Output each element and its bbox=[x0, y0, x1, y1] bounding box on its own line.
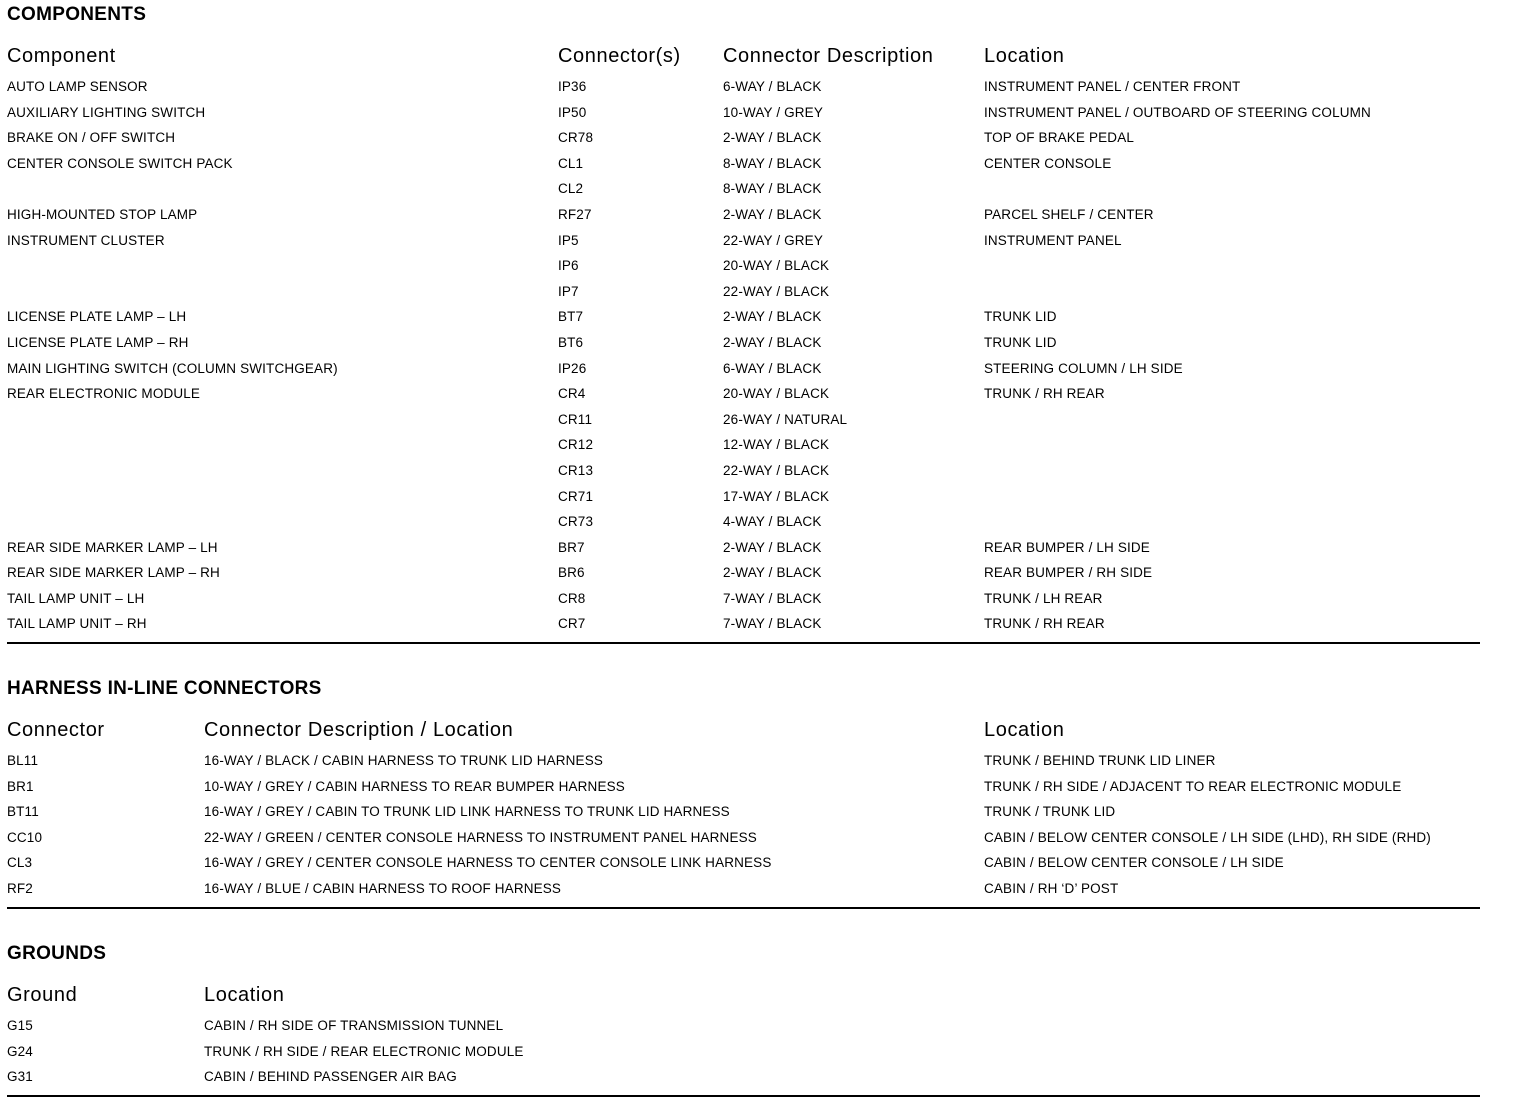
connector-description-cell: 7-WAY / BLACK bbox=[723, 590, 822, 606]
column-header-ground: Ground bbox=[7, 984, 78, 1006]
connector-cell: CR7 bbox=[558, 616, 586, 632]
connector-description-cell: 2-WAY / BLACK bbox=[723, 565, 822, 581]
component-cell: BRAKE ON / OFF SWITCH bbox=[7, 130, 176, 146]
table-row bbox=[7, 228, 1480, 254]
component-cell: REAR ELECTRONIC MODULE bbox=[7, 386, 201, 402]
location-cell: TOP OF BRAKE PEDAL bbox=[984, 130, 1135, 146]
location-cell: TRUNK LID bbox=[984, 309, 1057, 325]
table-row bbox=[7, 176, 1480, 202]
column-header-connector-description: Connector Description bbox=[723, 45, 934, 67]
connector-cell: CL1 bbox=[558, 155, 584, 171]
table-row bbox=[7, 560, 1480, 586]
connector-description-cell: 6-WAY / BLACK bbox=[723, 360, 822, 376]
component-cell: HIGH-MOUNTED STOP LAMP bbox=[7, 206, 198, 222]
location-cell: TRUNK / RH REAR bbox=[984, 616, 1105, 632]
description-location-cell: 22-WAY / GREEN / CENTER CONSOLE HARNESS TO INSTRUMENT PANEL HARNESS bbox=[204, 829, 757, 845]
harness-section-title: HARNESS IN-LINE CONNECTORS bbox=[7, 678, 322, 699]
description-location-cell: 16-WAY / GREY / CENTER CONSOLE HARNESS TO CENTER CONSOLE LINK HARNESS bbox=[204, 855, 772, 871]
connector-description-cell: 22-WAY / BLACK bbox=[723, 283, 830, 299]
table-row bbox=[7, 304, 1480, 330]
connector-description-cell: 2-WAY / BLACK bbox=[723, 130, 822, 146]
grounds-section-title: GROUNDS bbox=[7, 943, 107, 964]
connector-description-cell: 8-WAY / BLACK bbox=[723, 155, 822, 171]
location-cell: CABIN / RH ‘D’ POST bbox=[984, 880, 1119, 896]
table-row bbox=[7, 151, 1480, 177]
connector-cell: IP6 bbox=[558, 258, 579, 274]
column-header-location: Location bbox=[984, 45, 1065, 67]
location-cell: CABIN / BELOW CENTER CONSOLE / LH SIDE bbox=[984, 855, 1284, 871]
components-section-title: COMPONENTS bbox=[7, 4, 147, 25]
location-cell: TRUNK / RH SIDE / ADJACENT TO REAR ELECTRONIC MODULE bbox=[984, 778, 1402, 794]
connector-cell: RF27 bbox=[558, 206, 592, 222]
grounds-header-row bbox=[7, 981, 1480, 1009]
location-cell: CABIN / BEHIND PASSENGER AIR BAG bbox=[204, 1069, 457, 1085]
connector-cell: BR6 bbox=[558, 565, 585, 581]
table-row bbox=[7, 253, 1480, 279]
connector-cell: IP5 bbox=[558, 232, 579, 248]
location-cell: INSTRUMENT PANEL / OUTBOARD OF STEERING COLUMN bbox=[984, 104, 1371, 120]
description-location-cell: 16-WAY / GREY / CABIN TO TRUNK LID LINK HARNESS TO TRUNK LID HARNESS bbox=[204, 804, 730, 820]
component-cell: INSTRUMENT CLUSTER bbox=[7, 232, 165, 248]
connector-cell: IP7 bbox=[558, 283, 579, 299]
connector-description-cell: 2-WAY / BLACK bbox=[723, 309, 822, 325]
ground-cell: G31 bbox=[7, 1069, 33, 1085]
connector-description-cell: 20-WAY / BLACK bbox=[723, 258, 830, 274]
table-row bbox=[7, 611, 1480, 637]
component-cell: TAIL LAMP UNIT – LH bbox=[7, 590, 145, 606]
table-row bbox=[7, 381, 1480, 407]
connector-description-cell: 17-WAY / BLACK bbox=[723, 488, 830, 504]
table-row bbox=[7, 100, 1480, 126]
table-row bbox=[7, 748, 1480, 774]
connector-cell: RF2 bbox=[7, 880, 33, 896]
connector-cell: BL11 bbox=[7, 753, 39, 768]
location-cell: INSTRUMENT PANEL / CENTER FRONT bbox=[984, 79, 1241, 94]
location-cell: REAR BUMPER / LH SIDE bbox=[984, 539, 1150, 555]
connector-description-cell: 8-WAY / BLACK bbox=[723, 181, 822, 197]
component-cell: REAR SIDE MARKER LAMP – LH bbox=[7, 539, 218, 555]
location-cell: TRUNK / LH REAR bbox=[984, 590, 1103, 606]
connector-description-cell: 26-WAY / NATURAL bbox=[723, 411, 848, 427]
connector-cell: IP50 bbox=[558, 104, 587, 120]
connector-cell: CR12 bbox=[558, 437, 594, 453]
component-cell: AUXILIARY LIGHTING SWITCH bbox=[7, 104, 206, 120]
connector-cell: IP36 bbox=[558, 79, 587, 94]
table-row bbox=[7, 432, 1480, 458]
connector-cell: CR78 bbox=[558, 130, 594, 146]
connector-description-cell: 2-WAY / BLACK bbox=[723, 206, 822, 222]
table-row bbox=[7, 330, 1480, 356]
table-row bbox=[7, 279, 1480, 305]
connector-description-cell: 22-WAY / BLACK bbox=[723, 462, 830, 478]
connector-description-cell: 22-WAY / GREY bbox=[723, 232, 823, 248]
ground-cell: G15 bbox=[7, 1018, 33, 1033]
table-row bbox=[7, 509, 1480, 535]
component-cell: AUTO LAMP SENSOR bbox=[7, 79, 148, 94]
location-cell: CABIN / BELOW CENTER CONSOLE / LH SIDE (LHD), RH SIDE (RHD) bbox=[984, 829, 1431, 845]
connector-cell: BT11 bbox=[7, 804, 39, 820]
components-divider bbox=[7, 642, 1480, 644]
location-cell: REAR BUMPER / RH SIDE bbox=[984, 565, 1153, 581]
table-row bbox=[7, 774, 1480, 800]
connector-cell: CL3 bbox=[7, 855, 33, 871]
location-cell: CENTER CONSOLE bbox=[984, 155, 1112, 171]
location-cell: TRUNK / RH REAR bbox=[984, 386, 1105, 402]
connector-description-cell: 4-WAY / BLACK bbox=[723, 514, 822, 530]
connector-description-cell: 20-WAY / BLACK bbox=[723, 386, 830, 402]
component-cell: TAIL LAMP UNIT – RH bbox=[7, 616, 147, 632]
grounds-table-body bbox=[7, 1013, 1480, 1090]
component-cell: LICENSE PLATE LAMP – RH bbox=[7, 334, 189, 350]
harness-table-body bbox=[7, 748, 1480, 902]
component-cell: CENTER CONSOLE SWITCH PACK bbox=[7, 155, 233, 171]
connector-cell: BR1 bbox=[7, 778, 34, 794]
connector-cell: CR4 bbox=[558, 386, 586, 402]
connector-cell: BR7 bbox=[558, 539, 585, 555]
connector-description-cell: 10-WAY / GREY bbox=[723, 104, 823, 120]
connector-description-cell: 6-WAY / BLACK bbox=[723, 79, 822, 94]
components-header-row bbox=[7, 42, 1480, 70]
component-cell: LICENSE PLATE LAMP – LH bbox=[7, 309, 187, 325]
table-row bbox=[7, 407, 1480, 433]
table-row bbox=[7, 825, 1480, 851]
connector-description-cell: 12-WAY / BLACK bbox=[723, 437, 830, 453]
location-cell: TRUNK / BEHIND TRUNK LID LINER bbox=[984, 753, 1216, 768]
connector-cell: BT6 bbox=[558, 334, 584, 350]
location-cell: TRUNK / RH SIDE / REAR ELECTRONIC MODULE bbox=[204, 1043, 524, 1059]
connector-cell: IP26 bbox=[558, 360, 587, 376]
table-row bbox=[7, 202, 1480, 228]
table-row bbox=[7, 125, 1480, 151]
connector-cell: CR11 bbox=[558, 411, 593, 427]
location-cell: INSTRUMENT PANEL bbox=[984, 232, 1122, 248]
column-header-component: Component bbox=[7, 45, 116, 67]
table-row bbox=[7, 458, 1480, 484]
grounds-section bbox=[7, 943, 1480, 1090]
ground-cell: G24 bbox=[7, 1043, 33, 1059]
harness-divider bbox=[7, 907, 1480, 909]
connector-cell: CR13 bbox=[558, 462, 594, 478]
table-row bbox=[7, 74, 1480, 100]
connector-description-cell: 2-WAY / BLACK bbox=[723, 334, 822, 350]
table-row bbox=[7, 799, 1480, 825]
location-cell: PARCEL SHELF / CENTER bbox=[984, 206, 1154, 222]
connector-cell: CC10 bbox=[7, 829, 43, 845]
components-table-body bbox=[7, 74, 1480, 637]
location-cell: TRUNK LID bbox=[984, 334, 1057, 350]
harness-section bbox=[7, 678, 1480, 902]
connector-description-cell: 7-WAY / BLACK bbox=[723, 616, 822, 632]
connector-description-cell: 2-WAY / BLACK bbox=[723, 539, 822, 555]
component-cell: REAR SIDE MARKER LAMP – RH bbox=[7, 565, 220, 581]
location-cell: CABIN / RH SIDE OF TRANSMISSION TUNNEL bbox=[204, 1018, 504, 1033]
connector-cell: BT7 bbox=[558, 309, 584, 325]
connector-cell: CR8 bbox=[558, 590, 586, 606]
location-cell: TRUNK / TRUNK LID bbox=[984, 804, 1116, 820]
description-location-cell: 16-WAY / BLUE / CABIN HARNESS TO ROOF HARNESS bbox=[204, 880, 562, 896]
column-header-description-location: Connector Description / Location bbox=[204, 719, 514, 741]
column-header-connector: Connector bbox=[7, 719, 105, 741]
grounds-divider bbox=[7, 1095, 1480, 1097]
location-cell: STEERING COLUMN / LH SIDE bbox=[984, 360, 1183, 376]
table-row bbox=[7, 1064, 1480, 1090]
description-location-cell: 10-WAY / GREY / CABIN HARNESS TO REAR BUMPER HARNESS bbox=[204, 778, 625, 794]
table-row bbox=[7, 535, 1480, 561]
table-row bbox=[7, 586, 1480, 612]
connector-cell: CR71 bbox=[558, 488, 594, 504]
harness-header-row bbox=[7, 716, 1480, 744]
table-row bbox=[7, 850, 1480, 876]
table-row bbox=[7, 1039, 1480, 1065]
table-row bbox=[7, 484, 1480, 510]
connector-cell: CL2 bbox=[558, 181, 584, 197]
table-row bbox=[7, 356, 1480, 382]
column-header-location: Location bbox=[984, 719, 1065, 741]
components-section bbox=[7, 4, 1480, 637]
column-header-connectors: Connector(s) bbox=[558, 45, 681, 67]
description-location-cell: 16-WAY / BLACK / CABIN HARNESS TO TRUNK LID HARNESS bbox=[204, 753, 604, 768]
table-row bbox=[7, 1013, 1480, 1039]
component-cell: MAIN LIGHTING SWITCH (COLUMN SWITCHGEAR) bbox=[7, 360, 338, 376]
column-header-location: Location bbox=[204, 984, 285, 1006]
connector-cell: CR73 bbox=[558, 514, 594, 530]
table-row bbox=[7, 876, 1480, 902]
